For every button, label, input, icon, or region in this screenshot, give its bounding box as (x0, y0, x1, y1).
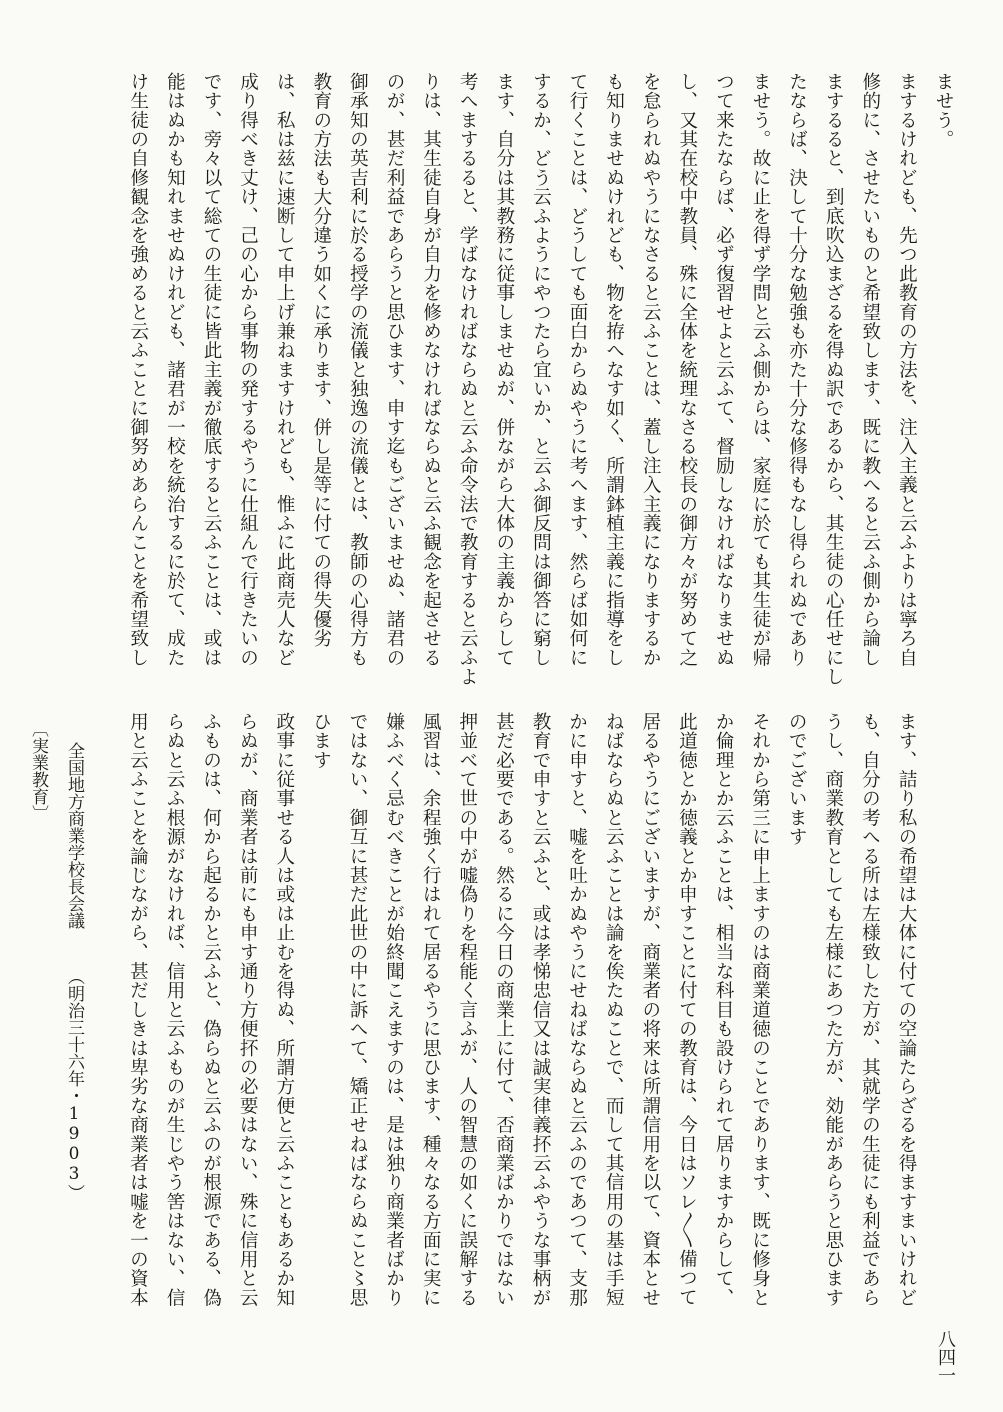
text-column: らぬが、商業者は前にも申す通り方便抔の必要はない、殊に信用と云 (237, 712, 259, 1308)
text-column: ませう。故に止を得ず学問と云ふ側からは、家庭に於ても其生徒が帰 (750, 72, 771, 668)
text-column: らぬと云ふ根源がなければ、信用と云ふものが生じやう筈はない、信 (164, 712, 185, 1308)
text-column: ひます (310, 712, 332, 770)
text-column: 成り得べき丈け、己の心から事物の発するやうに仕組んで行きたいの (237, 72, 259, 668)
text-column: 甚だ必要である。然るに今日の商業上に付て、否商業ばかりではない (493, 712, 515, 1308)
text-column: のが、甚だ利益であらうと思ひます、申す迄もございませぬ、諸君の (384, 72, 405, 668)
text-column: て行くことは、どうしても面白からぬやうに考へます、然らば如何に (567, 72, 588, 668)
document-title: 全国地方商業学校長会議 (64, 742, 84, 929)
text-column: 政事に従事せる人は或は止むを得ぬ、所謂方便と云ふこともあるか知 (273, 712, 295, 1308)
text-column: も知りませぬけれども、物を拵へなす如く、所謂鉢植主義に指導をし (603, 72, 625, 668)
text-column: のでございます (786, 712, 808, 847)
text-column: ませう。 (933, 72, 954, 149)
text-column: ねばならぬと云ふことは論を俟たぬことで、而して其信用の基は手短 (603, 712, 625, 1308)
page-number: 八四一 (935, 1330, 956, 1384)
text-column: りは、其生徒自身が自力を修めなければならぬと云ふ観念を起させる (420, 72, 442, 668)
text-column: は、私は兹に速断して申上げ兼ねますけれども、惟ふに此商売人など (274, 72, 296, 668)
text-column: 御承知の英吉利に於る授学の流儀と独逸の流儀とは、教師の心得方も (347, 72, 369, 668)
text-column: ます、詰り私の希望は大体に付ての空論たらざるを得ますまいけれど (896, 712, 917, 1308)
text-column: 考へまするると、学ばなければならぬと云ふ命令法で教育すると云ふよ (457, 72, 479, 687)
text-column: か倫理とか云ふことは、相当な科目も設けられて居りますからして、 (713, 712, 734, 1308)
text-column: それから第三に申上ますのは商業道徳のことであります、既に修身と (749, 712, 771, 1308)
text-column: うし、商業教育としても左様にあつた方が、効能があらうと思ひます (822, 712, 844, 1308)
text-column: 此道徳とか徳義とか申すことに付ての教育は、今日はソレ〳〵備つて (676, 712, 698, 1307)
text-column: ふものは、何から起るかと云ふと、偽らぬと云ふのが根源である、偽 (200, 712, 222, 1308)
text-column: け生徒の自修観念を強めると云ふことに御努めあらんことを希望致し (127, 72, 149, 668)
text-column: です、旁々以て総ての生徒に皆此主義が徹底すると云ふことは、或は (201, 72, 222, 668)
text-column: まするけれども、先つ此教育の方法を、注入主義と云ふよりは寧ろ自 (896, 72, 918, 668)
text-column: ではない、御互に甚だ此世の中に訴へて、矯正せねばならぬこと〻思 (347, 712, 368, 1308)
series-label: 〔実業教育〕 (28, 720, 48, 822)
text-column: まするると、到底吹込まざるを得ぬ訳であるから、其生徒の心任せにし (823, 72, 845, 687)
text-column: 居るやうにございますが、商業者の将来は所謂信用を以て、資本とせ (639, 712, 661, 1308)
text-column: 嫌ふべく忌むべきことが始終聞こえますのは、是は独り商業者ばかり (383, 712, 405, 1308)
text-column: 教育で申すと云ふと、或は孝悌忠信又は誠実律義抔云ふやうな事柄が (530, 712, 551, 1308)
text-column: かに申すと、嘘を吐かぬやうにせねばならぬと云ふのであつて、支那 (566, 712, 588, 1308)
text-column: 教育の方法も大分違う如くに承ります、併し是等に付ての得失優劣 (310, 72, 332, 648)
text-column: 風習は、余程強く行はれて居るやうに思ひます、種々なる方面に実に (420, 712, 442, 1308)
text-column: を怠られぬやうになさると云ふことは、蓋し注入主義になりまするか (640, 72, 662, 668)
text-column: 修的に、させたいものと希望致します、既に教へると云ふ側から論し (859, 72, 881, 668)
text-column: 押並べて世の中が嘘偽りを程能く言ふが、人の智慧の如くに誤解する (456, 712, 478, 1308)
text-column: ます、自分は其教務に従事しませぬが、併ながら大体の主義からして (493, 72, 515, 668)
text-column: も、自分の考へる所は左様致した方が、其就学の生徒にも利益であら (859, 712, 881, 1308)
text-column: し、又其在校中教員、殊に全体を統理なさる校長の御方々が努めて之 (676, 72, 698, 668)
text-column: たならば、決して十分な勉強も亦た十分な修得もなし得られぬであり (786, 72, 808, 668)
text-column: つて来たならば、必ず復習せよと云ふて、督励しなければなりませぬ (713, 72, 735, 668)
era-label: （明治三十六年・1903） (64, 968, 84, 1201)
text-column: 能はぬかも知れませぬけれども、諸君が一校を統治するに於て、成た (164, 72, 186, 668)
text-column: するか、どう云ふようにやつたら宜いか、と云ふ御反問は御答に窮し (530, 72, 552, 668)
text-column: 用と云ふことを論じながら、甚だしきは卑劣な商業者は嘘を一の資本 (127, 712, 149, 1308)
